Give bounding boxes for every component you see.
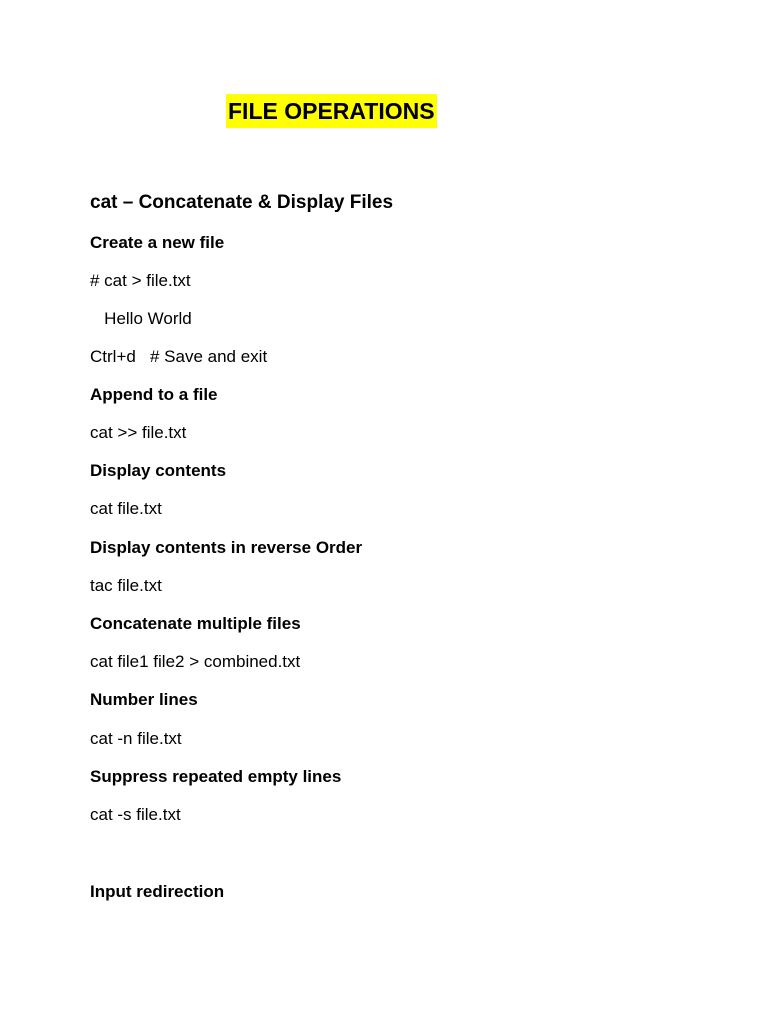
command-line: Ctrl+d # Save and exit — [90, 347, 268, 366]
section-heading: cat – Concatenate & Display Files — [90, 192, 394, 213]
command-line: cat file1 file2 > combined.txt — [90, 652, 301, 671]
subheading-input-redirection: Input redirection — [90, 882, 225, 901]
subheading-number-lines: Number lines — [90, 690, 198, 709]
page-title: FILE OPERATIONS — [226, 94, 437, 128]
command-line: Hello World — [90, 309, 192, 328]
subheading-suppress-empty: Suppress repeated empty lines — [90, 767, 342, 786]
command-line: cat -s file.txt — [90, 805, 181, 824]
command-line: cat -n file.txt — [90, 729, 182, 748]
subheading-concatenate: Concatenate multiple files — [90, 614, 301, 633]
subheading-create-file: Create a new file — [90, 233, 225, 252]
subheading-reverse-order: Display contents in reverse Order — [90, 538, 363, 557]
subheading-append-file: Append to a file — [90, 385, 218, 404]
command-line: cat >> file.txt — [90, 423, 187, 442]
subheading-display-contents: Display contents — [90, 461, 227, 480]
command-line: cat file.txt — [90, 499, 162, 518]
command-line: tac file.txt — [90, 576, 162, 595]
command-line: # cat > file.txt — [90, 271, 191, 290]
